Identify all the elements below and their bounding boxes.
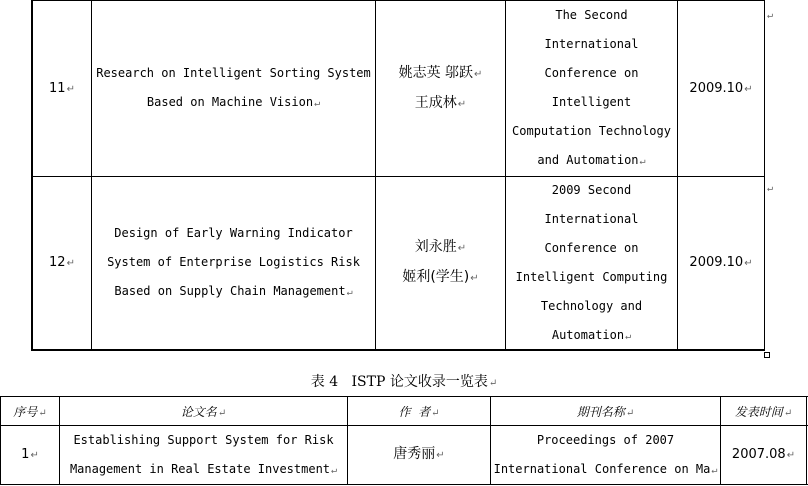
paper-title-line: System of Enterprise Logistics Risk <box>107 255 360 269</box>
paragraph-mark-icon: ↵ <box>744 83 753 95</box>
paper-title-cell <box>92 1 375 176</box>
venue-cell <box>491 426 720 484</box>
venue-line: Intelligent Computing <box>515 269 668 284</box>
paragraph-mark-icon: ↵ <box>66 258 75 269</box>
publish-date: 2009.10 <box>689 80 744 96</box>
paragraph-mark-icon: ↵ <box>625 407 635 419</box>
table-resize-handle[interactable] <box>764 352 770 358</box>
paper-title-cell <box>92 177 375 349</box>
paper-title-line: Establishing Support System for Risk <box>73 432 334 447</box>
caption-text: 表 4 ISTP 论文收录一览表 <box>310 374 488 390</box>
table-row <box>33 177 91 349</box>
author-name: 唐秀丽 <box>393 446 436 462</box>
paragraph-mark-icon: ↵ <box>783 407 793 419</box>
header-author <box>348 397 490 425</box>
paragraph-mark-icon: ↵ <box>436 450 445 461</box>
paragraph-mark-icon: ↵ <box>767 183 774 194</box>
venue-line: 2009 Second <box>551 182 632 197</box>
venue-cell <box>506 177 677 349</box>
venue-line: Conference on <box>544 240 639 255</box>
author-line: 刘永胜 <box>414 239 457 255</box>
paragraph-mark-icon: ↵ <box>314 98 321 109</box>
paragraph-mark-icon: ↵ <box>38 407 47 419</box>
paragraph-mark-icon: ↵ <box>744 258 753 269</box>
author-cell <box>376 177 505 349</box>
paragraph-mark-icon: ↵ <box>431 407 440 419</box>
venue-line: Computation Technology <box>512 124 671 138</box>
venue-cell <box>506 1 677 176</box>
paragraph-mark-icon: ↵ <box>66 83 75 95</box>
paragraph-mark-icon: ↵ <box>767 10 774 21</box>
row-number: 12 <box>49 255 66 270</box>
venue-line: International <box>544 211 639 226</box>
paper-title-cell <box>60 426 347 484</box>
author-cell <box>376 1 505 176</box>
table-row <box>33 1 91 176</box>
paragraph-mark-icon: ↵ <box>457 243 467 254</box>
author-line: 王成林 <box>414 94 457 111</box>
author-cell <box>348 426 490 484</box>
row-number: 1 <box>21 447 30 462</box>
header-label: 序号 <box>13 404 38 419</box>
header-label: 发表时间 <box>734 404 783 419</box>
paragraph-mark-icon: ↵ <box>786 450 796 461</box>
paragraph-mark-icon: ↵ <box>331 464 338 476</box>
publish-date: 2007.08 <box>731 447 786 462</box>
paragraph-mark-icon: ↵ <box>639 156 646 167</box>
header-label: 论文名 <box>180 404 217 419</box>
paragraph-mark-icon: ↵ <box>346 287 353 298</box>
paper-title-line: Design of Early Warning Indicator <box>114 226 353 240</box>
header-venue <box>491 397 720 425</box>
header-label: 期刊名称 <box>576 404 625 419</box>
header-no <box>1 397 59 425</box>
venue-line: The Second <box>555 8 628 22</box>
paper-title-line: Based on Machine Vision <box>146 95 314 109</box>
author-line: 姚志英 邬跃 <box>398 64 474 81</box>
publish-date: 2009.10 <box>689 255 744 270</box>
author-line: 姬利(学生) <box>402 269 470 285</box>
paragraph-mark-icon: ↵ <box>217 407 227 419</box>
row-number: 11 <box>49 80 66 96</box>
column-divider <box>806 396 807 485</box>
date-cell <box>678 1 764 176</box>
paragraph-mark-icon: ↵ <box>30 450 39 461</box>
table-caption <box>0 371 808 395</box>
paper-title-line: Research on Intelligent Sorting System <box>96 66 371 80</box>
paper-title-line: Management in Real Estate Investment <box>69 461 331 476</box>
paper-title-line: Based on Supply Chain Management <box>114 284 346 298</box>
paragraph-mark-icon: ↵ <box>474 68 483 80</box>
venue-line: Intelligent <box>551 95 632 109</box>
paragraph-mark-icon: ↵ <box>457 98 467 110</box>
venue-line: International <box>544 37 639 51</box>
paragraph-mark-icon: ↵ <box>625 330 632 342</box>
date-cell <box>721 426 806 484</box>
venue-line: Conference on <box>544 66 639 80</box>
paragraph-mark-icon: ↵ <box>711 464 718 476</box>
header-date <box>721 397 806 425</box>
table-row <box>1 426 59 484</box>
venue-line: International Conference on Ma <box>493 461 711 476</box>
venue-line: Proceedings of 2007 <box>536 432 675 447</box>
header-label: 作 者 <box>398 404 431 419</box>
venue-line: Automation <box>551 327 625 342</box>
paragraph-mark-icon: ↵ <box>488 378 498 389</box>
date-cell <box>678 177 764 349</box>
column-divider <box>764 0 765 351</box>
venue-line: and Automation <box>537 153 639 167</box>
header-title <box>60 397 347 425</box>
venue-line: Technology and <box>540 298 643 313</box>
paragraph-mark-icon: ↵ <box>470 273 479 284</box>
